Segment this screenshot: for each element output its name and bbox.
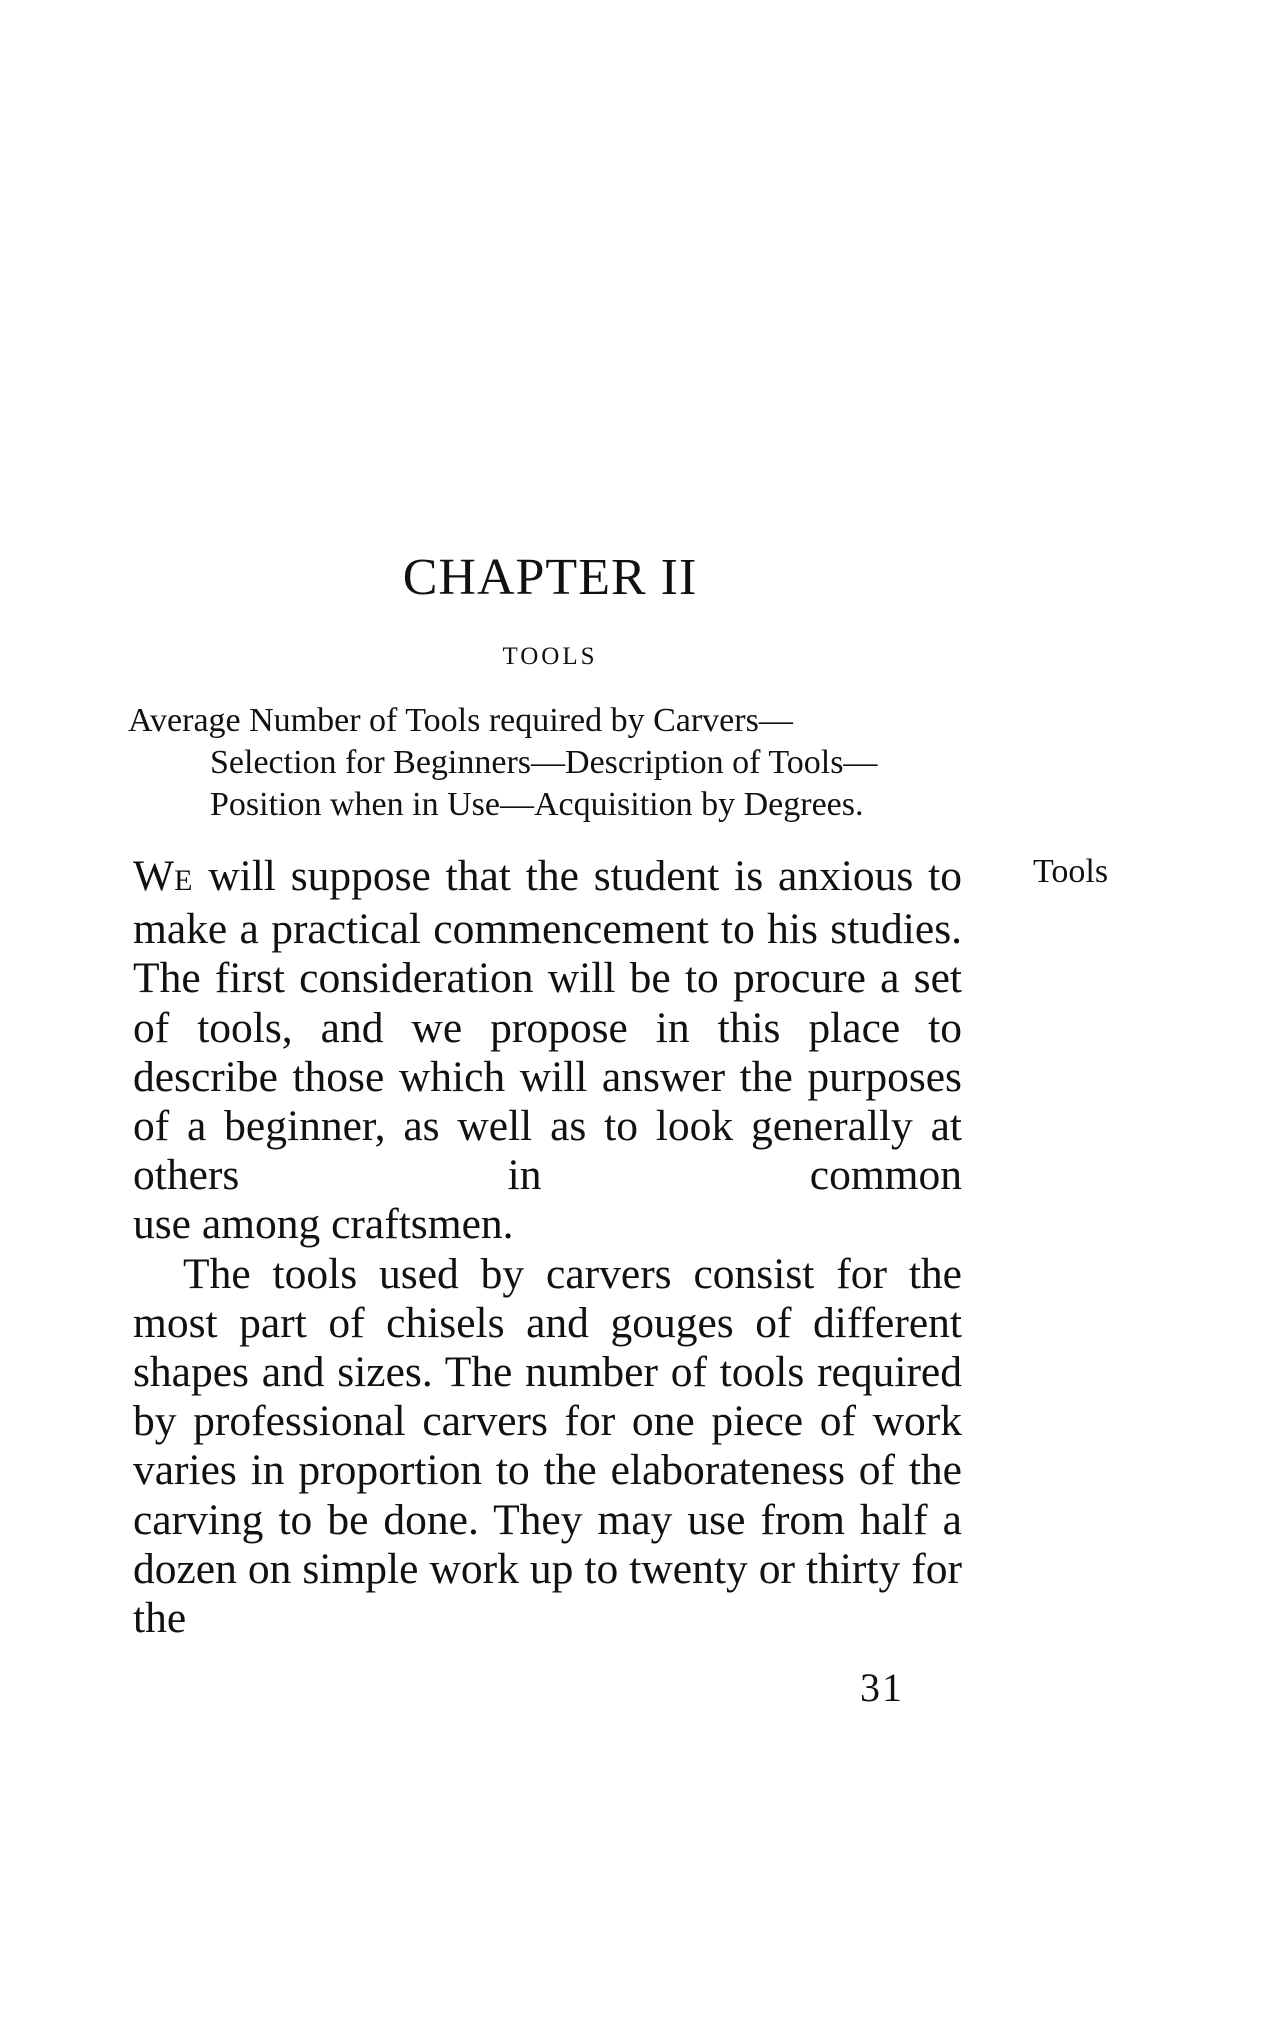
body-text — [133, 852, 962, 1643]
small-capital: E — [174, 864, 194, 897]
synopsis-line: Position when in Use—Acquisition by Degrees. — [210, 786, 864, 823]
paragraph-text: will suppose that the student is anxious to make a practical commencement to his studies. The first consideration will be to procure a set of tools, and we propose in this place to describe those which will answer the purposes of a beginner, as well as to look generally at others in common — [133, 852, 962, 1200]
chapter-title: CHAPTER II — [402, 549, 698, 606]
paragraph: The tools used by carvers consist for the most part of chisels and gouges of different shapes and sizes. The number of tools required by professional carvers for one piece of work varies in proportion to the elaborateness of the carving to be done. They may use from half a dozen on simple work up to twenty or thirty for the — [133, 1249, 962, 1643]
paragraph-last-line: use among craftsmen. — [133, 1200, 514, 1249]
synopsis-line: Selection for Beginners—Description of Tools— — [210, 744, 878, 781]
synopsis-line: Average Number of Tools required by Carvers— — [128, 702, 793, 739]
section-title: TOOLS — [502, 643, 598, 670]
page-number: 31 — [860, 1665, 904, 1710]
chapter-synopsis — [128, 700, 978, 826]
paragraph — [133, 852, 962, 1250]
drop-capital: W — [133, 852, 175, 900]
margin-note: Tools — [1033, 853, 1109, 890]
